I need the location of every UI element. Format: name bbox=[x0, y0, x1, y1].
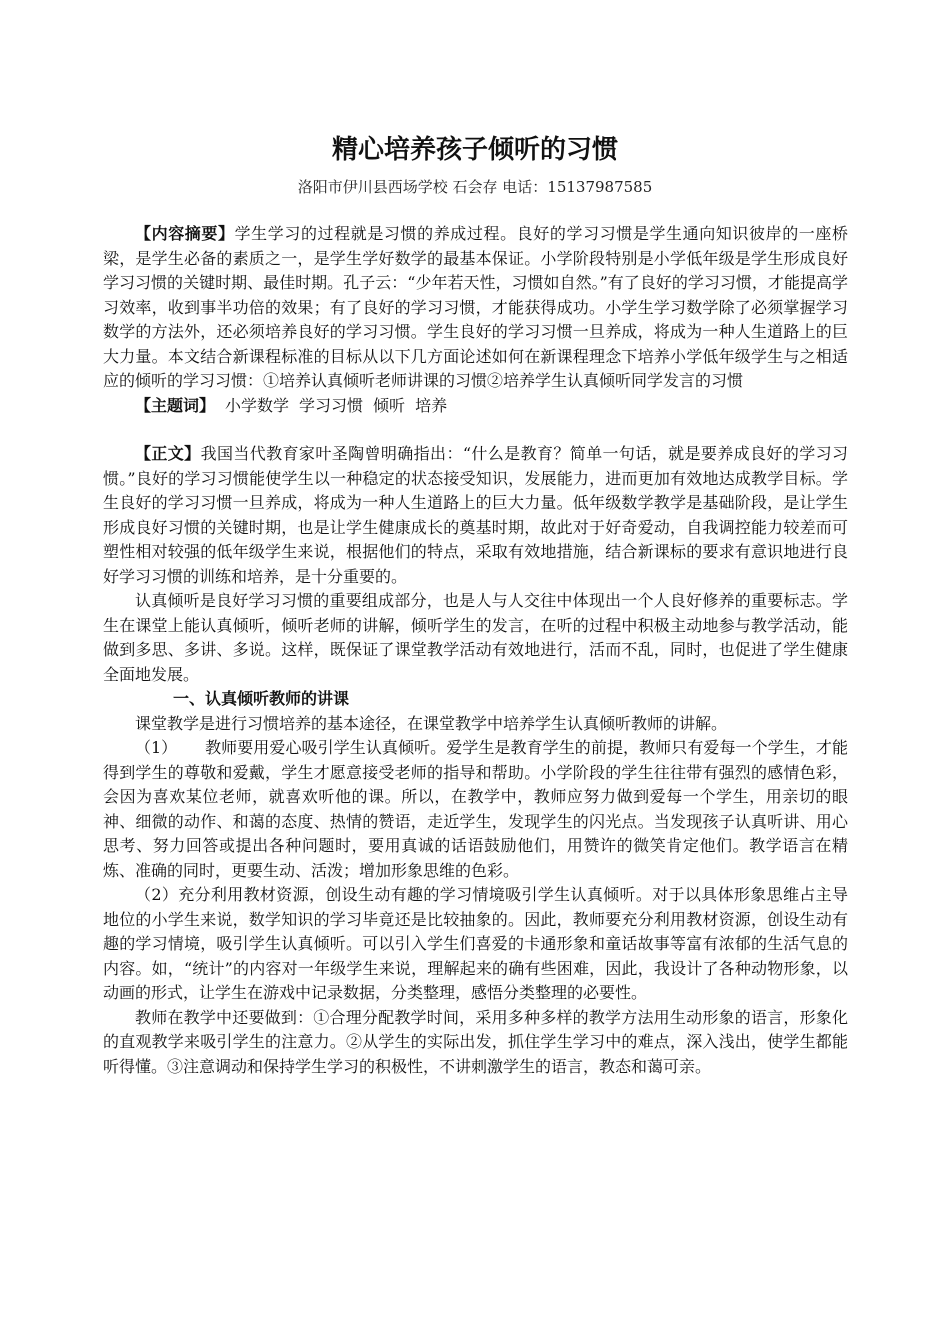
main-text-intro bbox=[103, 442, 848, 589]
keyword-item: 小学数学 bbox=[225, 395, 290, 415]
main-text-intro-text: 我国当代教育家叶圣陶曾明确指出：“什么是教育？简单一句话，就是要养成良好的学习习惯。”良好的学习习惯能使学生以一种稳定的状态接受知识，发展能力，进而更加有效地达成教学目标。学生良好的学习习惯一旦养成，将成为一种人生道路上的巨大力量。低年级数学教学是基础阶段，是让学生形成良好习惯的关键时期，也是让学生健康成长的奠基时期，故此对于好奇爱动，自我调控能力较差而可塑性相对较强的低年级学生来说，根据他们的特点，采取有效地措施，结合新课标的要求有意识地进行良好学习习惯的训练和培养，是十分重要的。 bbox=[103, 444, 848, 586]
point-2-paragraph: （2）充分利用教材资源，创设生动有趣的学习情境吸引学生认真倾听。对于以具体形象思维占主导地位的小学生来说，数学知识的学习毕竟还是比较抽象的。因此，教师要充分利用教材资源，创设生动有趣的学习情境，吸引学生认真倾听。可以引入学生们喜爱的卡通形象和童话故事等富有浓郁的生活气息的内容。如，“统计”的内容对一年级学生来说，理解起来的确有些困难，因此，我设计了各种动物形象，以动画的形式，让学生在游戏中记录数据，分类整理，感悟分类整理的必要性。 bbox=[103, 885, 848, 1002]
keyword-item: 学习习惯 bbox=[299, 395, 364, 415]
keywords-paragraph bbox=[103, 394, 848, 419]
paragraph: 教师在教学中还要做到：①合理分配教学时间，采用多种多样的教学方法用生动形象的语言，形象化的直观教学来吸引学生的注意力。②从学生的实际出发，抓住学生学习中的难点，深入浅出，使学生都能听得懂。③注意调动和保持学生学习的积极性，不讲刺激学生的语言，教态和蔼可亲。 bbox=[103, 1007, 848, 1076]
main-text-label: 【正文】 bbox=[135, 444, 201, 463]
keywords-label: 【主题词】 bbox=[135, 395, 216, 415]
paragraph: 认真倾听是良好学习习惯的重要组成部分，也是人与人交往中体现出一个人良好修养的重要标志。学生在课堂上能认真倾听，倾听老师的讲解，倾听学生的发言，在听的过程中积极主动地参与教学活动，能做到多思、多讲、多说。这样，既保证了课堂教学活动有效地进行，活而不乱，同时，也促进了学生健康全面地发展。 bbox=[103, 591, 848, 684]
document-title: 精心培养孩子倾听的习惯 bbox=[331, 135, 618, 165]
document-body bbox=[103, 222, 848, 1079]
keyword-item: 培养 bbox=[415, 395, 448, 415]
abstract-label: 【内容摘要】 bbox=[135, 224, 235, 243]
author-line: 洛阳市伊川县西场学校 石会存 电话：15137987585 bbox=[297, 178, 653, 196]
abstract-paragraph bbox=[103, 222, 848, 394]
point-1-paragraph bbox=[103, 736, 848, 883]
paragraph: 课堂教学是进行习惯培养的基本途径，在课堂教学中培养学生认真倾听教师的讲解。 bbox=[135, 713, 728, 733]
abstract-text: 学生学习的过程就是习惯的养成过程。良好的学习习惯是学生通向知识彼岸的一座桥梁，是学生必备的素质之一，是学生学好数学的最基本保证。小学阶段特别是小学低年级是学生形成良好学习习惯的关键时期、最佳时期。孔子云：“少年若天性，习惯如自然。”有了良好的学习习惯，才能提高学习效率，收到事半功倍的效果；有了良好的学习习惯，才能获得成功。小学生学习数学除了必须掌握学习数学的方法外，还必须培养良好的学习习惯。学生良好的学习习惯一旦养成，将成为一种人生道路上的巨大力量。本文结合新课程标准的目标从以下几方面论述如何在新课程理念下培养小学低年级学生与之相适应的倾听的学习习惯：①培养认真倾听老师讲课的习惯②培养学生认真倾听同学发言的习惯 bbox=[103, 224, 848, 390]
section-heading: 一、认真倾听教师的讲课 bbox=[173, 689, 350, 708]
point-1-text: 教师要用爱心吸引学生认真倾听。爱学生是教育学生的前提，教师只有爱每一个学生，才能得到学生的尊敬和爱戴，学生才愿意接受老师的指导和帮助。小学阶段的学生往往带有强烈的感情色彩，会因为喜欢某位老师，就喜欢听他的课。所以，在教学中，教师应努力做到爱每一个学生，用亲切的眼神、细微的动作、和蔼的态度、热情的赞语，走近学生，发现学生的闪光点。当发现孩子认真听讲、用心思考、努力回答或提出各种问题时，要用真诚的话语鼓励他们，用赞许的微笑肯定他们。教学语言在精炼、准确的同时，更要生动、活泼；增加形象思维的色彩。 bbox=[103, 738, 848, 880]
point-number: （1） bbox=[135, 738, 178, 757]
keyword-item: 倾听 bbox=[373, 395, 406, 415]
